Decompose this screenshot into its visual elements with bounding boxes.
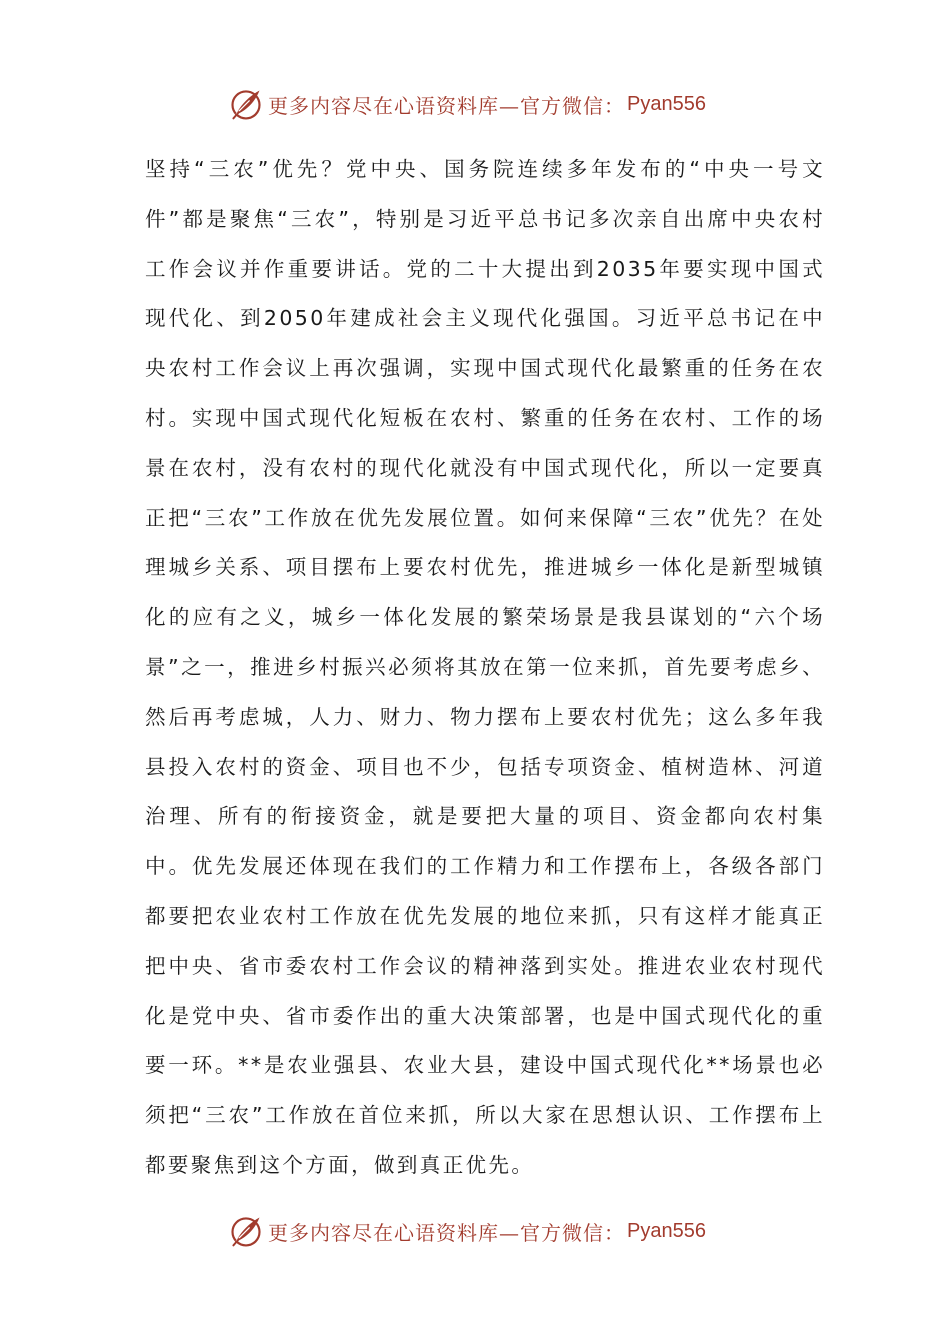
banner-text: 更多内容尽在心语资料库—官方微信： (268, 93, 625, 118)
footer-banner (228, 1211, 706, 1251)
quill-pen-logo-icon (228, 1213, 264, 1249)
wechat-id: Pyan556 (627, 1219, 706, 1242)
wechat-id: Pyan556 (627, 92, 706, 115)
body-paragraph: 坚持“三农”优先？党中央、国务院连续多年发布的“中央一号文件”都是聚焦“三农”，特别是习近平总书记多次亲自出席中央农村工作会议并作重要讲话。党的二十大提出到2035年要实现中国式现代化、到2050年建成社会主义现代化强国。习近平总书记在中央农村工作会议上再次强调，实现中国式现代化最繁重的任务在农村。实现中国式现代化短板在农村、繁重的任务在农村、工作的场景在农村，没有农村的现代化就没有中国式现代化，所以一定要真正把“三农”工作放在优先发展位置。如何来保障“三农”优先？在处理城乡关系、项目摆布上要农村优先，推进城乡一体化是新型城镇化的应有之义，城乡一体化发展的繁荣场景是我县谋划的“六个场景”之一，推进乡村振兴必须将其放在第一位来抓，首先要考虑乡、然后再考虑城，人力、财力、物力摆布上要农村优先；这么多年我县投入农村的资金、项目也不少，包括专项资金、植树造林、河道治理、所有的衔接资金，就是要把大量的项目、资金都向农村集中。优先发展还体现在我们的工作精力和工作摆布上，各级各部门都要把农业农村工作放在优先发展的地位来抓，只有这样才能真正把中央、省市委农村工作会议的精神落到实处。推进农业农村现代化是党中央、省市委作出的重大决策部署，也是中国式现代化的重要一环。**是农业强县、农业大县，建设中国式现代化**场景也必须把“三农”工作放在首位来抓，所以大家在思想认识、工作摆布上都要聚焦到这个方面，做到真正优先。 (145, 157, 825, 1177)
quill-pen-logo-icon (228, 86, 264, 122)
header-banner (228, 84, 706, 124)
banner-text: 更多内容尽在心语资料库—官方微信： (268, 1220, 625, 1245)
